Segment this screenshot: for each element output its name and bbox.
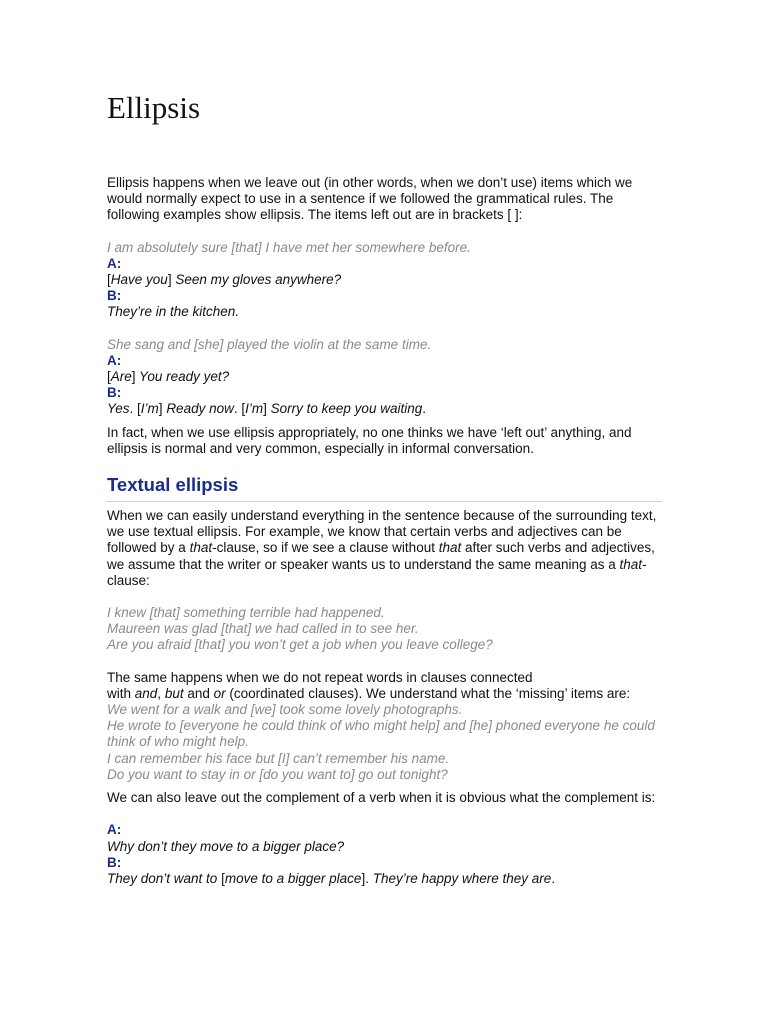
speaker-a-line: [Are] You ready yet?: [107, 369, 230, 385]
example-sentence: I am absolutely sure [that] I have met her somewhere before.: [107, 239, 471, 255]
coord-example: I can remember his face but [I] can’t remember his name.: [107, 750, 450, 766]
speaker-a-line: [Have you] Seen my gloves anywhere?: [107, 272, 342, 288]
coord-example: Do you want to stay in or [do you want to] go out tonight?: [107, 766, 448, 782]
page-title: Ellipsis: [107, 90, 201, 125]
textual-paragraph: When we can easily understand everything in the sentence because of the surrounding text, we use textual ellipsis. For example, we know that certain verbs and adjectives can be followed by a that-clause, so if we see a clause without that after such verbs and adjectives, we assume that the writer or speaker wants us to understand the same meaning as a that-clause:: [107, 508, 657, 588]
complement-paragraph: We can also leave out the complement of a verb when it is obvious what the complement is:: [107, 790, 656, 806]
speaker-b-label: B:: [107, 854, 122, 870]
coord-paragraph: The same happens when we do not repeat words in clauses connected with and, but and or (coordinated clauses). We understand what the ‘missing’ items are:: [107, 669, 631, 701]
example-sentence: She sang and [she] played the violin at the same time.: [107, 336, 432, 352]
speaker-a-label: A:: [107, 822, 122, 838]
speaker-b-label: B:: [107, 288, 122, 304]
coord-example: We went for a walk and [we] took some lovely photographs.: [107, 702, 463, 718]
document-body: [107, 175, 662, 887]
speaker-b-line: They don’t want to [move to a bigger place]. They’re happy where they are.: [107, 870, 556, 886]
speaker-b-label: B:: [107, 385, 122, 401]
that-example: Maureen was glad [that] we had called in to see her.: [107, 621, 419, 637]
speaker-a-line: Why don’t they move to a bigger place?: [107, 838, 345, 854]
that-example: Are you afraid [that] you won’t get a job when you leave college?: [107, 637, 493, 653]
speaker-a-label: A:: [107, 352, 122, 368]
that-example: I knew [that] something terrible had happened.: [107, 605, 385, 621]
intro-paragraph: Ellipsis happens when we leave out (in other words, when we don’t use) items which we would normally expect to use in a sentence if we followed the grammatical rules. The following examples show ellipsis. The items left out are in brackets [ ]:: [107, 175, 633, 223]
infact-paragraph: In fact, when we use ellipsis appropriately, no one thinks we have ‘left out’ anything, and ellipsis is normal and very common, especially in informal conversation.: [107, 424, 632, 456]
speaker-b-line: Yes. [I’m] Ready now. [I’m] Sorry to keep you waiting.: [107, 401, 426, 417]
speaker-a-label: A:: [107, 255, 122, 271]
section-heading: Textual ellipsis: [107, 473, 662, 502]
coord-example: He wrote to [everyone he could think of who might help] and [he] phoned everyone he could think of who might help.: [107, 718, 655, 750]
speaker-b-line: They’re in the kitchen.: [107, 304, 240, 320]
